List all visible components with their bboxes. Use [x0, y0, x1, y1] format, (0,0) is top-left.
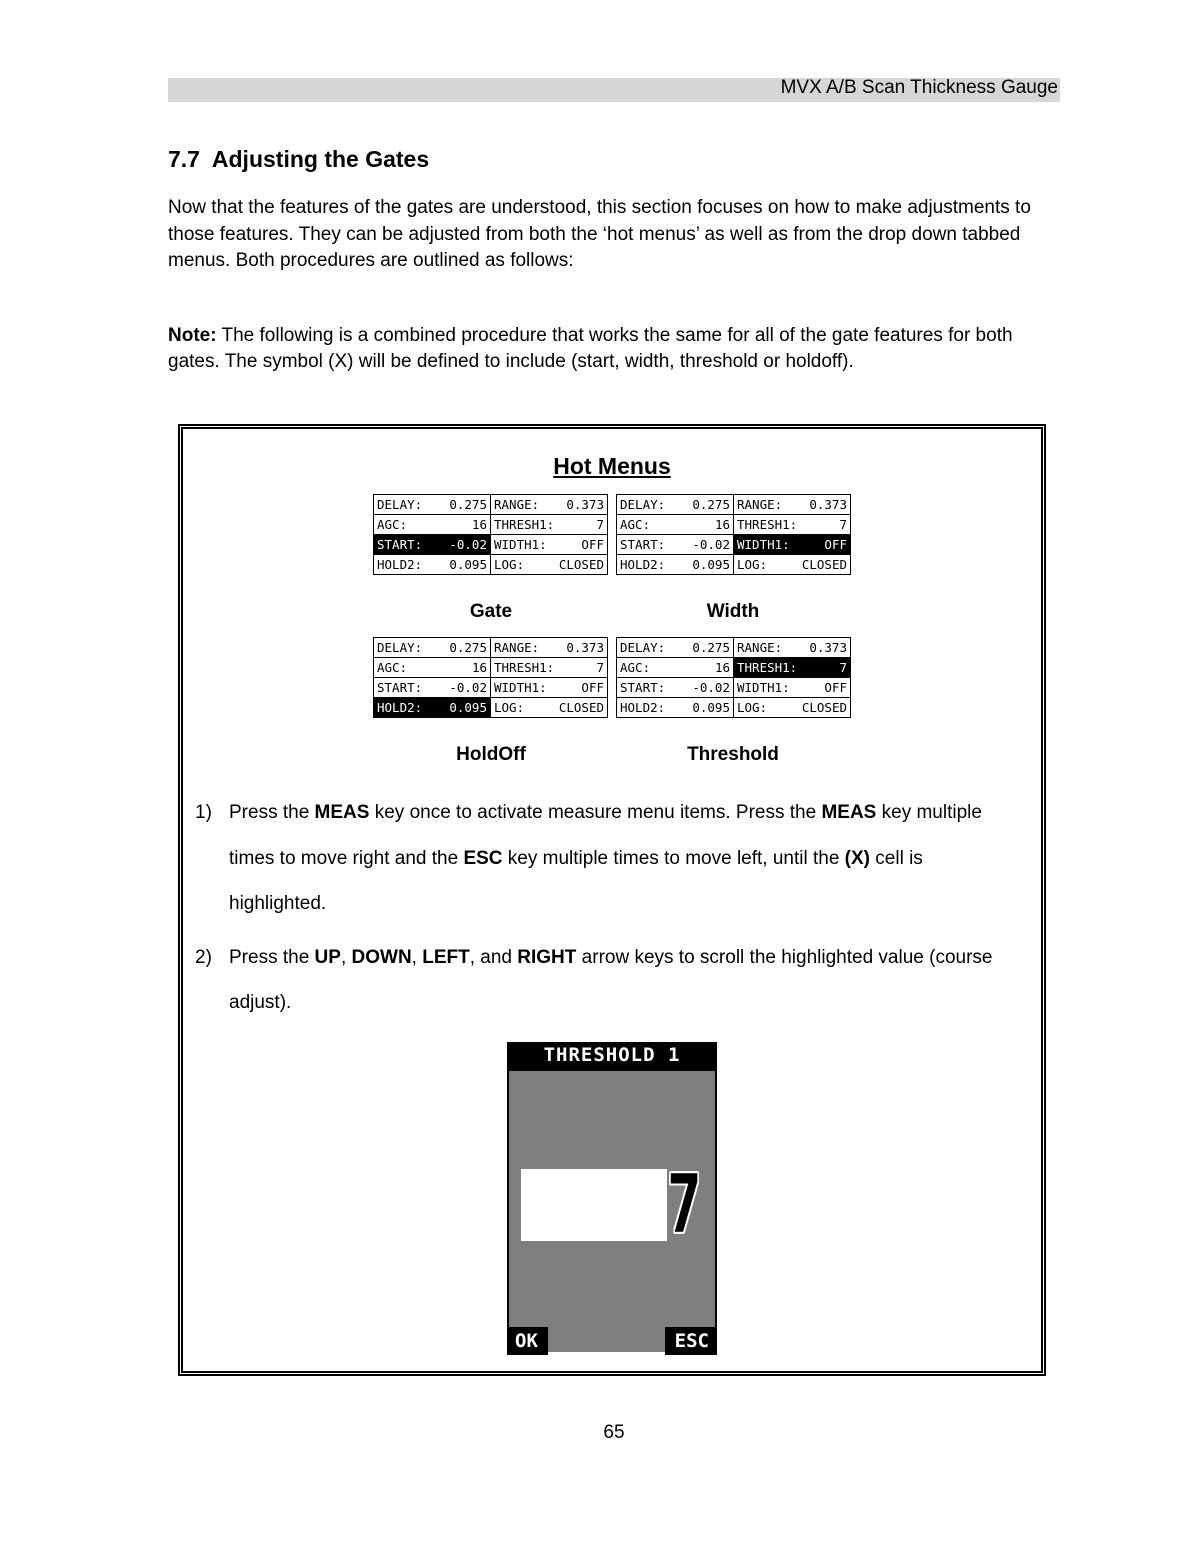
gauge-title-bar: THRESHOLD 1 — [507, 1042, 717, 1069]
lcd-cell-log: LOG: CLOSED — [734, 698, 850, 717]
caption-gate: Gate — [469, 600, 513, 622]
captions-top — [183, 601, 1041, 623]
figure-title: Hot Menus — [553, 452, 671, 479]
lcd-cell-start: START: -0.02 — [374, 678, 490, 697]
lcd-cell-width1: WIDTH1: OFF — [734, 535, 850, 554]
lcd-cell-range: RANGE: 0.373 — [491, 495, 607, 514]
step-2 — [195, 935, 1041, 1026]
hot-menu-width — [616, 494, 851, 575]
lcd-cell-thresh1: THRESH1: 7 — [491, 658, 607, 677]
step-text: Press the MEAS key once to activate measure menu items. Press the MEAS key multiple times to move right and the ESC key multiple times to move left, until the (X) cell is highlighted. — [229, 801, 982, 915]
lcd-cell-thresh1: THRESH1: 7 — [734, 515, 850, 534]
lcd-cell-delay: DELAY: 0.275 — [617, 495, 733, 514]
lcd-cell-agc: AGC: 16 — [374, 658, 490, 677]
gauge-screenshot — [507, 1042, 717, 1355]
lcd-cell-range: RANGE: 0.373 — [491, 638, 607, 657]
step-1 — [195, 790, 1041, 927]
lcd-cell-log: LOG: CLOSED — [734, 555, 850, 574]
caption-threshold: Threshold — [687, 743, 779, 765]
lcd-cell-width1: WIDTH1: OFF — [734, 678, 850, 697]
lcd-cell-log: LOG: CLOSED — [491, 698, 607, 717]
lcd-cell-start: START: -0.02 — [374, 535, 490, 554]
captions-bottom — [183, 744, 1041, 766]
hot-menu-holdoff — [373, 637, 608, 718]
step-text: Press the UP, DOWN, LEFT, and RIGHT arrow keys to scroll the highlighted value (course adjust). — [229, 946, 993, 1014]
ok-button: OK — [515, 1329, 538, 1352]
hot-menu-gate — [373, 494, 608, 575]
lcd-cell-delay: DELAY: 0.275 — [617, 638, 733, 657]
hot-menu-tables-bottom — [183, 637, 1041, 718]
lcd-cell-range: RANGE: 0.373 — [734, 495, 850, 514]
note-paragraph — [168, 323, 1060, 376]
lcd-cell-hold2: HOLD2: 0.095 — [374, 698, 490, 717]
gauge-footer-bar — [507, 1327, 717, 1355]
lcd-cell-thresh1: THRESH1: 7 — [734, 658, 850, 677]
note-label: Note: — [168, 324, 217, 346]
hot-menus-figure — [178, 424, 1046, 1376]
lcd-cell-width1: WIDTH1: OFF — [491, 535, 607, 554]
value-row — [521, 1157, 715, 1251]
lcd-cell-hold2: HOLD2: 0.095 — [617, 698, 733, 717]
lcd-cell-agc: AGC: 16 — [374, 515, 490, 534]
lcd-cell-start: START: -0.02 — [617, 535, 733, 554]
step-number: 1) — [195, 801, 212, 823]
lcd-cell-agc: AGC: 16 — [617, 515, 733, 534]
step-number: 2) — [195, 946, 212, 968]
lcd-cell-hold2: HOLD2: 0.095 — [374, 555, 490, 574]
page-header — [168, 78, 1060, 102]
hot-menu-tables-top — [183, 494, 1041, 575]
gauge-display — [507, 1069, 717, 1327]
footer-middle-segment — [548, 1327, 665, 1355]
lcd-cell-hold2: HOLD2: 0.095 — [617, 555, 733, 574]
lcd-cell-delay: DELAY: 0.275 — [374, 495, 490, 514]
header-title: MVX A/B Scan Thickness Gauge — [780, 77, 1058, 98]
lcd-cell-log: LOG: CLOSED — [491, 555, 607, 574]
lcd-cell-agc: AGC: 16 — [617, 658, 733, 677]
lcd-cell-width1: WIDTH1: OFF — [491, 678, 607, 697]
caption-width: Width — [706, 600, 760, 622]
lcd-cell-range: RANGE: 0.373 — [734, 638, 850, 657]
note-text: The following is a combined procedure that works the same for all of the gate features for both gates. The symbol (X) will be defined to include (start, width, threshold or holdoff). — [168, 324, 1013, 373]
value-input-box — [521, 1169, 667, 1241]
threshold-value: 7 — [666, 1157, 702, 1251]
intro-paragraph: Now that the features of the gates are understood, this section focuses on how to make adjustments to those features. They can be adjusted from both the ‘hot menus’ as well as from the drop down tabbed menus. Both procedures are outlined as follows: — [168, 197, 1031, 272]
caption-holdoff: HoldOff — [456, 743, 526, 765]
lcd-cell-start: START: -0.02 — [617, 678, 733, 697]
section-heading: 7.7 Adjusting the Gates — [168, 146, 430, 172]
hot-menu-threshold — [616, 637, 851, 718]
esc-button: ESC — [674, 1329, 709, 1352]
lcd-cell-thresh1: THRESH1: 7 — [491, 515, 607, 534]
page-number: 65 — [603, 1421, 625, 1443]
lcd-cell-delay: DELAY: 0.275 — [374, 638, 490, 657]
